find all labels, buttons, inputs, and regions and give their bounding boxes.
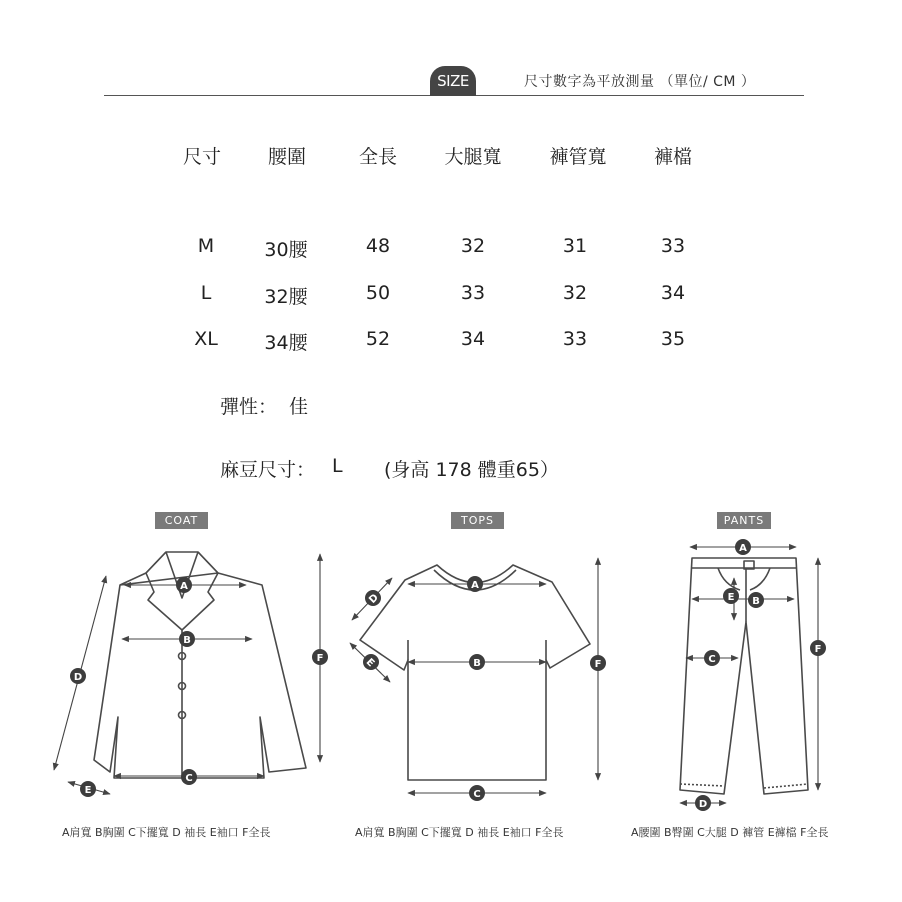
table-cell: 48	[365, 235, 391, 257]
svg-text:C: C	[473, 789, 481, 800]
svg-text:D: D	[367, 592, 381, 606]
table-cell: 32	[562, 282, 588, 304]
svg-text:D: D	[698, 799, 708, 810]
table-header-thigh: 大腿寬	[444, 146, 502, 168]
table-cell: M	[197, 235, 215, 257]
table-header-waist: 腰圍	[267, 146, 306, 168]
tops-drawing	[350, 558, 606, 801]
table-cell: 50	[365, 282, 391, 304]
size-badge: SIZE	[430, 66, 476, 96]
elasticity-value: 佳	[289, 396, 309, 418]
pants-legend: A腰圍 B臀圍 C大腿 D 褲管 E褲檔 F全長	[631, 826, 829, 839]
pants-badge-a	[735, 539, 751, 555]
table-cell: 34	[660, 282, 686, 304]
model-size-value: L	[332, 455, 343, 477]
coat-tag: COAT	[155, 512, 208, 529]
table-header-size: 尺寸	[182, 146, 221, 168]
pants-tag: PANTS	[717, 512, 771, 529]
svg-text:A: A	[471, 580, 479, 591]
svg-text:A: A	[739, 543, 747, 554]
measurement-note: 尺寸數字為平放測量 （單位/ CM ）	[524, 74, 756, 90]
svg-text:F: F	[594, 659, 602, 670]
table-cell: 32	[460, 235, 486, 257]
coat-drawing	[54, 552, 328, 797]
tops-badge-f	[590, 655, 606, 671]
svg-text:E: E	[363, 656, 377, 670]
table-header-leg-opening: 褲管寬	[549, 146, 607, 168]
table-cell: 35	[660, 328, 686, 350]
svg-text:B: B	[752, 596, 760, 607]
table-header-rise: 褲檔	[653, 146, 692, 168]
svg-text:F: F	[316, 653, 324, 664]
table-cell: 32腰	[264, 286, 308, 308]
svg-text:C: C	[185, 773, 193, 784]
pants-badge-b	[748, 592, 764, 608]
svg-text:F: F	[814, 644, 822, 655]
coat-badge-f	[312, 649, 328, 665]
svg-text:B: B	[183, 635, 191, 646]
elasticity-label: 彈性：	[220, 396, 278, 418]
table-cell: 34	[460, 328, 486, 350]
tops-badge-a	[467, 576, 483, 592]
table-cell: 31	[562, 235, 588, 257]
model-size-label: 麻豆尺寸：	[220, 459, 316, 481]
pants-badge-c	[704, 650, 720, 666]
coat-badge-b	[179, 631, 195, 647]
tops-badge-b	[469, 654, 485, 670]
pants-badge-e	[723, 588, 739, 604]
table-cell: 33	[660, 235, 686, 257]
table-cell: L	[200, 282, 212, 304]
table-cell: 33	[562, 328, 588, 350]
table-header-length: 全長	[358, 146, 397, 168]
model-body-info: (身高 178 體重65）	[384, 459, 559, 481]
coat-legend: A肩寬 B胸圍 C下擺寬 D 袖長 E袖口 F全長	[62, 826, 271, 839]
pants-badge-f	[810, 640, 826, 656]
tops-legend: A肩寬 B胸圍 C下擺寬 D 袖長 E袖口 F全長	[355, 826, 564, 839]
coat-badge-d	[70, 668, 86, 684]
svg-text:B: B	[473, 658, 481, 669]
svg-text:C: C	[708, 654, 716, 665]
pants-drawing	[680, 539, 826, 811]
tops-tag: TOPS	[451, 512, 504, 529]
coat-badge-e	[80, 781, 96, 797]
pants-badge-d	[695, 795, 711, 811]
svg-text:E: E	[727, 592, 735, 603]
table-cell: 30腰	[264, 239, 308, 261]
table-cell: 33	[460, 282, 486, 304]
tops-badge-e	[363, 654, 379, 670]
coat-badge-c	[181, 769, 197, 785]
table-cell: 52	[365, 328, 391, 350]
tops-badge-c	[469, 785, 485, 801]
tops-badge-d	[365, 590, 381, 606]
coat-badge-a	[176, 577, 192, 593]
svg-text:E: E	[84, 785, 92, 796]
table-cell: XL	[194, 328, 218, 350]
svg-text:A: A	[180, 581, 188, 592]
svg-text:D: D	[73, 672, 83, 683]
table-cell: 34腰	[264, 332, 308, 354]
